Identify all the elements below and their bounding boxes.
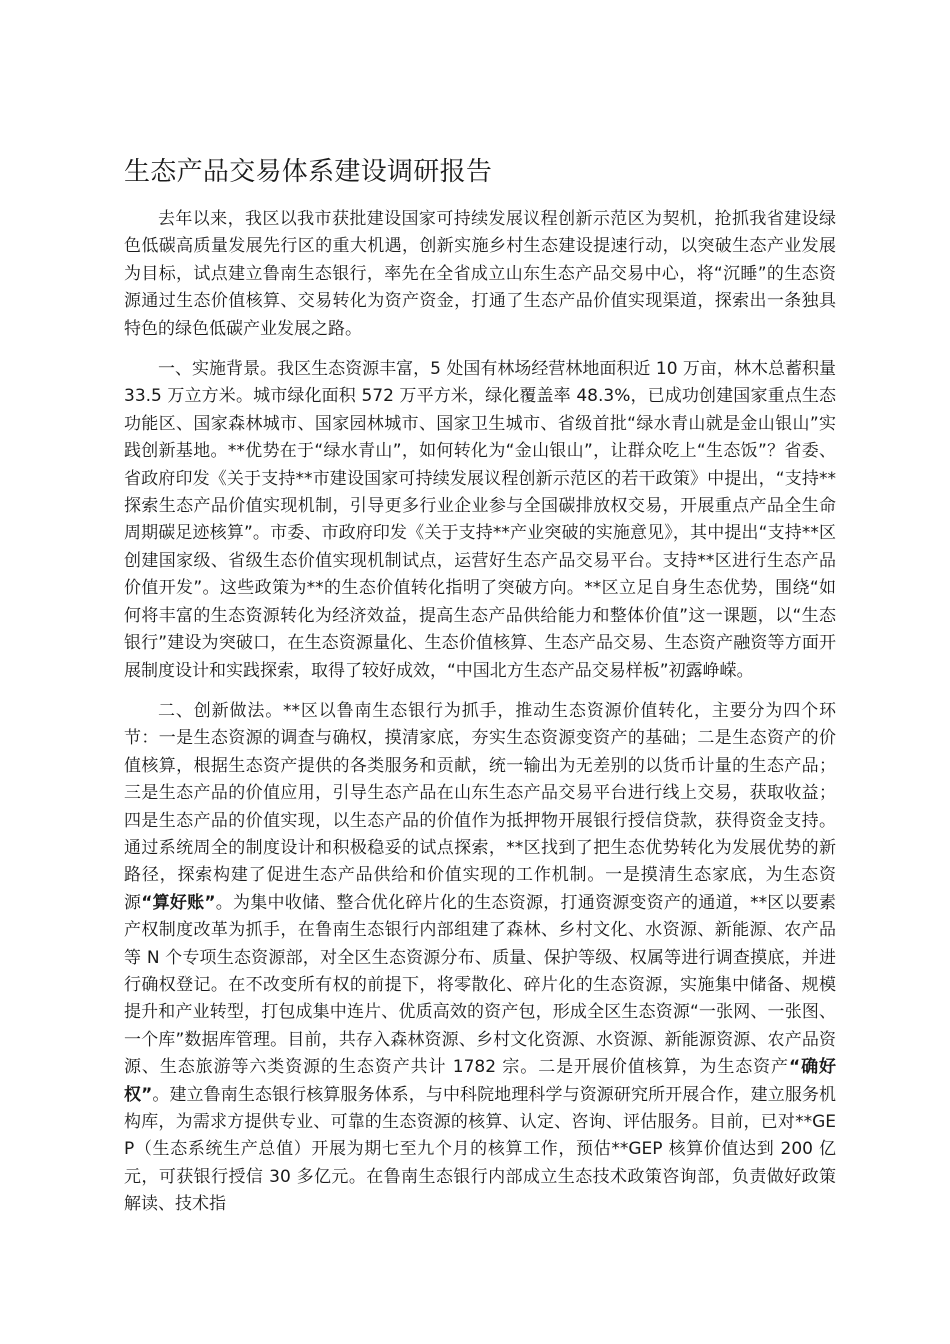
innovation-text-part2: 。为集中收储、整合优化碎片化的生态资源，打通资源变资产的通道，**区以要素产权制度改革为抓手，在鲁南生态银行内部组建了森林、乡村文化、水资源、新能源、农产品等 N 个专项生态资源部，对全区生态资源分布、质量、保护等级、权属等进行调查摸底，并进行确权登记。在不改变所有权的前提下，将零散化、碎片化的生态资源，实施集中储备、规模提升和产业转型，打包成集中连片、优质高效的资产包，形成全区生态资源“一张网、一张图、一个库”数据库管理。目前，共存入森林资源、乡村文化资源、水资源、新能源资源、农产品资源、生态旅游等六类资源的生态资产共计 1782 宗。二是开展价值核算，为生态资产 <box>124 892 837 1078</box>
paragraph-innovation <box>124 698 836 1219</box>
innovation-text-part1: 二、创新做法。**区以鲁南生态银行为抓手，推动生态资源价值转化，主要分为四个环节：一是生态资源的调查与确权，摸清家底，夯实生态资源变资产的基础；二是生态资产的价值核算，根据生态资产提供的各类服务和贡献，统一输出为无差别的以货币计量的生态产品；三是生态产品的价值应用，引导生态产品在山东生态产品交易平台进行线上交易，获取收益；四是生态产品的价值实现，以生态产品的价值作为抵押物开展银行授信贷款，获得资金支持。通过系统周全的制度设计和积极稳妥的试点探索，**区找到了把生态优势转化为发展优势的新路径，探索构建了促进生态产品供给和价值实现的工作机制。一是摸清生态家底，为生态资源 <box>124 700 836 913</box>
innovation-bold-1: “算好账” <box>141 892 216 913</box>
paragraph-intro: 去年以来，我区以我市获批建设国家可持续发展议程创新示范区为契机，抢抓我省建设绿色低碳高质量发展先行区的重大机遇，创新实施乡村生态建设提速行动，以突破生态产业发展为目标，试点建立鲁南生态银行，率先在全省成立山东生态产品交易中心，将“沉睡”的生态资源通过生态价值核算、交易转化为资产资金，打通了生态产品价值实现渠道，探索出一条独具特色的绿色低碳产业发展之路。 <box>124 209 836 339</box>
document-body <box>124 206 836 1232</box>
innovation-bold-2: “确好权” <box>124 1057 836 1105</box>
document-title: 生态产品交易体系建设调研报告 <box>124 157 493 187</box>
innovation-text-part3: 。建立鲁南生态银行核算服务体系，与中科院地理科学与资源研究所开展合作，建立服务机构库，为需求方提供专业、可靠的生态资源的核算、认定、咨询、评估服务。目前，已对**GEP（生态系统生产总值）开展为期七至九个月的核算工作，预估**GEP 核算价值达到 200 亿元，可获银行授信 30 多亿元。在鲁南生态银行内部成立生态技术政策咨询部，负责做好政策解读、技术指 <box>124 1084 836 1215</box>
paragraph-background: 一、实施背景。我区生态资源丰富，5 处国有林场经营林地面积近 10 万亩，林木总蓄积量 33.5 万立方米。城市绿化面积 572 万平方米，绿化覆盖率 48.3%，已成功创建国家重点生态功能区、国家森林城市、国家园林城市、国家卫生城市、省级首批“绿水青山就是金山银山”实践创新基地。**优势在于“绿水青山”，如何转化为“金山银山”，让群众吃上“生态饭”？省委、省政府印发《关于支持**市建设国家可持续发展议程创新示范区的若干政策》中提出，“支持**探索生态产品价值实现机制，引导更多行业企业参与全国碳排放权交易，开展重点产品全生命周期碳足迹核算”。市委、市政府印发《关于支持**产业突破的实施意见》，其中提出“支持**区创建国家级、省级生态价值实现机制试点，运营好生态产品交易平台。支持**区进行生态产品价值开发”。这些政策为**的生态价值转化指明了突破方向。**区立足自身生态优势，围绕“如何将丰富的生态资源转化为经济效益，提高生态产品供给能力和整体价值”这一课题，以“生态银行”建设为突破口，在生态资源量化、生态价值核算、生态产品交易、生态资产融资等方面开展制度设计和实践探索，取得了较好成效，“中国北方生态产品交易样板”初露峥嵘。 <box>124 359 836 681</box>
